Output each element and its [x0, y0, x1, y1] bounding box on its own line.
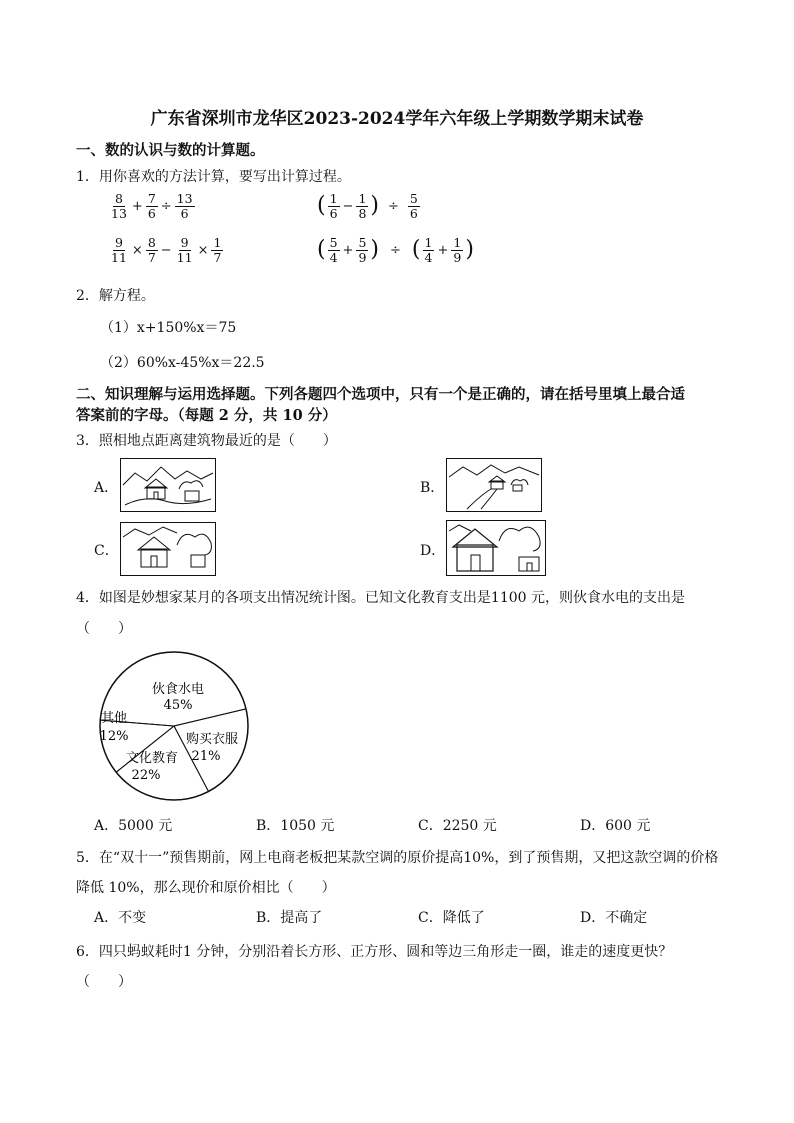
- fraction: $\frac{8}{7}$: [147, 235, 156, 265]
- fraction: $\frac{7}{6}$: [147, 191, 156, 221]
- slice-label-other: 其他: [100, 711, 128, 726]
- house-picture-c: [120, 522, 216, 576]
- equation-1: （1）x+150%x＝75: [100, 320, 237, 336]
- question-4-blank: （ ）: [76, 621, 132, 637]
- expression-1: $\frac{8}{13}$ + $\frac{7}{6}$ ÷ $\frac{13}{6}$: [111, 191, 193, 221]
- fraction: $\frac{13}{6}$: [176, 191, 193, 221]
- question-6-blank: （ ）: [76, 974, 132, 990]
- fraction: $\frac{8}{13}$: [111, 191, 127, 221]
- expression-4: ( $\frac{5}{4}$ + $\frac{5}{9}$ ) ÷ ( $\frac{1}{4}$ + $\frac{1}{9}$ ): [317, 235, 474, 265]
- option-c-label: C．: [94, 543, 119, 559]
- fraction: $\frac{1}{8}$: [358, 191, 367, 221]
- slice-value-food: 45%: [163, 698, 193, 713]
- section-2-heading-line-1: 二、知识理解与运用选择题。下列各题四个选项中，只有一个是正确的，请在括号里填上最合适: [76, 386, 685, 403]
- slice-label-education: 文化教育: [125, 751, 179, 766]
- slice-value-other: 12%: [99, 729, 129, 744]
- fraction: $\frac{1}{4}$: [424, 235, 433, 265]
- fraction: $\frac{5}{4}$: [329, 235, 338, 265]
- fraction: $\frac{1}{9}$: [453, 235, 462, 265]
- question-6-stem: 6．四只蚂蚁耗时1 分钟，分别沿着长方形、正方形、圆和等边三角形走一圈，谁走的速度更快？: [76, 944, 673, 960]
- q4-option-a: A．5000 元: [94, 818, 173, 834]
- option-b-label: B．: [420, 480, 445, 496]
- question-3-stem: 3．照相地点距离建筑物最近的是（ ）: [76, 433, 337, 449]
- fraction: $\frac{9}{11}$: [111, 235, 127, 265]
- q5-option-b: B．提高了: [256, 910, 323, 926]
- house-picture-d: [446, 520, 546, 576]
- slice-value-clothes: 21%: [191, 749, 221, 764]
- section-2-heading-line-2: 答案前的字母。（每题 2 分，共 10 分）: [76, 407, 337, 424]
- fraction: $\frac{9}{11}$: [176, 235, 193, 265]
- q5-option-c: C．降低了: [418, 910, 485, 926]
- question-5-stem-line-1: 5．在“双十一”预售期前，网上电商老板把某款空调的原价提高10%，到了预售期，又把这款空调的价格: [76, 850, 719, 866]
- slice-label-food: 伙食水电: [151, 682, 205, 697]
- expression-3: $\frac{9}{11}$ × $\frac{8}{7}$ − $\frac{9}{11}$ × $\frac{1}{7}$: [111, 235, 222, 265]
- section-1-heading: 一、数的认识与数的计算题。: [76, 142, 265, 159]
- question-4-stem: 4．如图是妙想家某月的各项支出情况统计图。已知文化教育支出是1100 元，则伙食水电的支出是: [76, 590, 685, 606]
- q4-option-c: C．2250 元: [418, 818, 497, 834]
- house-picture-b: [446, 458, 542, 512]
- fraction: $\frac{1}{7}$: [213, 235, 222, 265]
- expression-2: ( $\frac{1}{6}$ − $\frac{1}{8}$ ) ÷ $\frac{5}{6}$: [317, 191, 418, 221]
- q5-option-a: A．不变: [94, 910, 147, 926]
- pie-chart: [94, 650, 254, 802]
- equation-2: （2）60%x-45%x＝22.5: [100, 355, 265, 371]
- fraction: $\frac{1}{6}$: [329, 191, 338, 221]
- option-a-label: A．: [94, 480, 119, 496]
- slice-label-clothes: 购买衣服: [185, 732, 239, 747]
- question-1-stem: 1．用你喜欢的方法计算，要写出计算过程。: [76, 169, 351, 185]
- q4-option-b: B．1050 元: [256, 818, 335, 834]
- fraction: $\frac{5}{6}$: [409, 191, 418, 221]
- question-2-stem: 2．解方程。: [76, 288, 155, 304]
- q4-option-d: D．600 元: [580, 818, 651, 834]
- slice-value-education: 22%: [131, 768, 161, 783]
- q5-option-d: D．不确定: [580, 910, 648, 926]
- page-title: 广东省深圳市龙华区2023-2024学年六年级上学期数学期末试卷: [150, 109, 644, 129]
- house-picture-a: [120, 458, 216, 512]
- question-5-stem-line-2: 降低 10%，那么现价和原价相比（ ）: [76, 880, 336, 896]
- fraction: $\frac{5}{9}$: [358, 235, 367, 265]
- option-d-label: D．: [420, 543, 446, 559]
